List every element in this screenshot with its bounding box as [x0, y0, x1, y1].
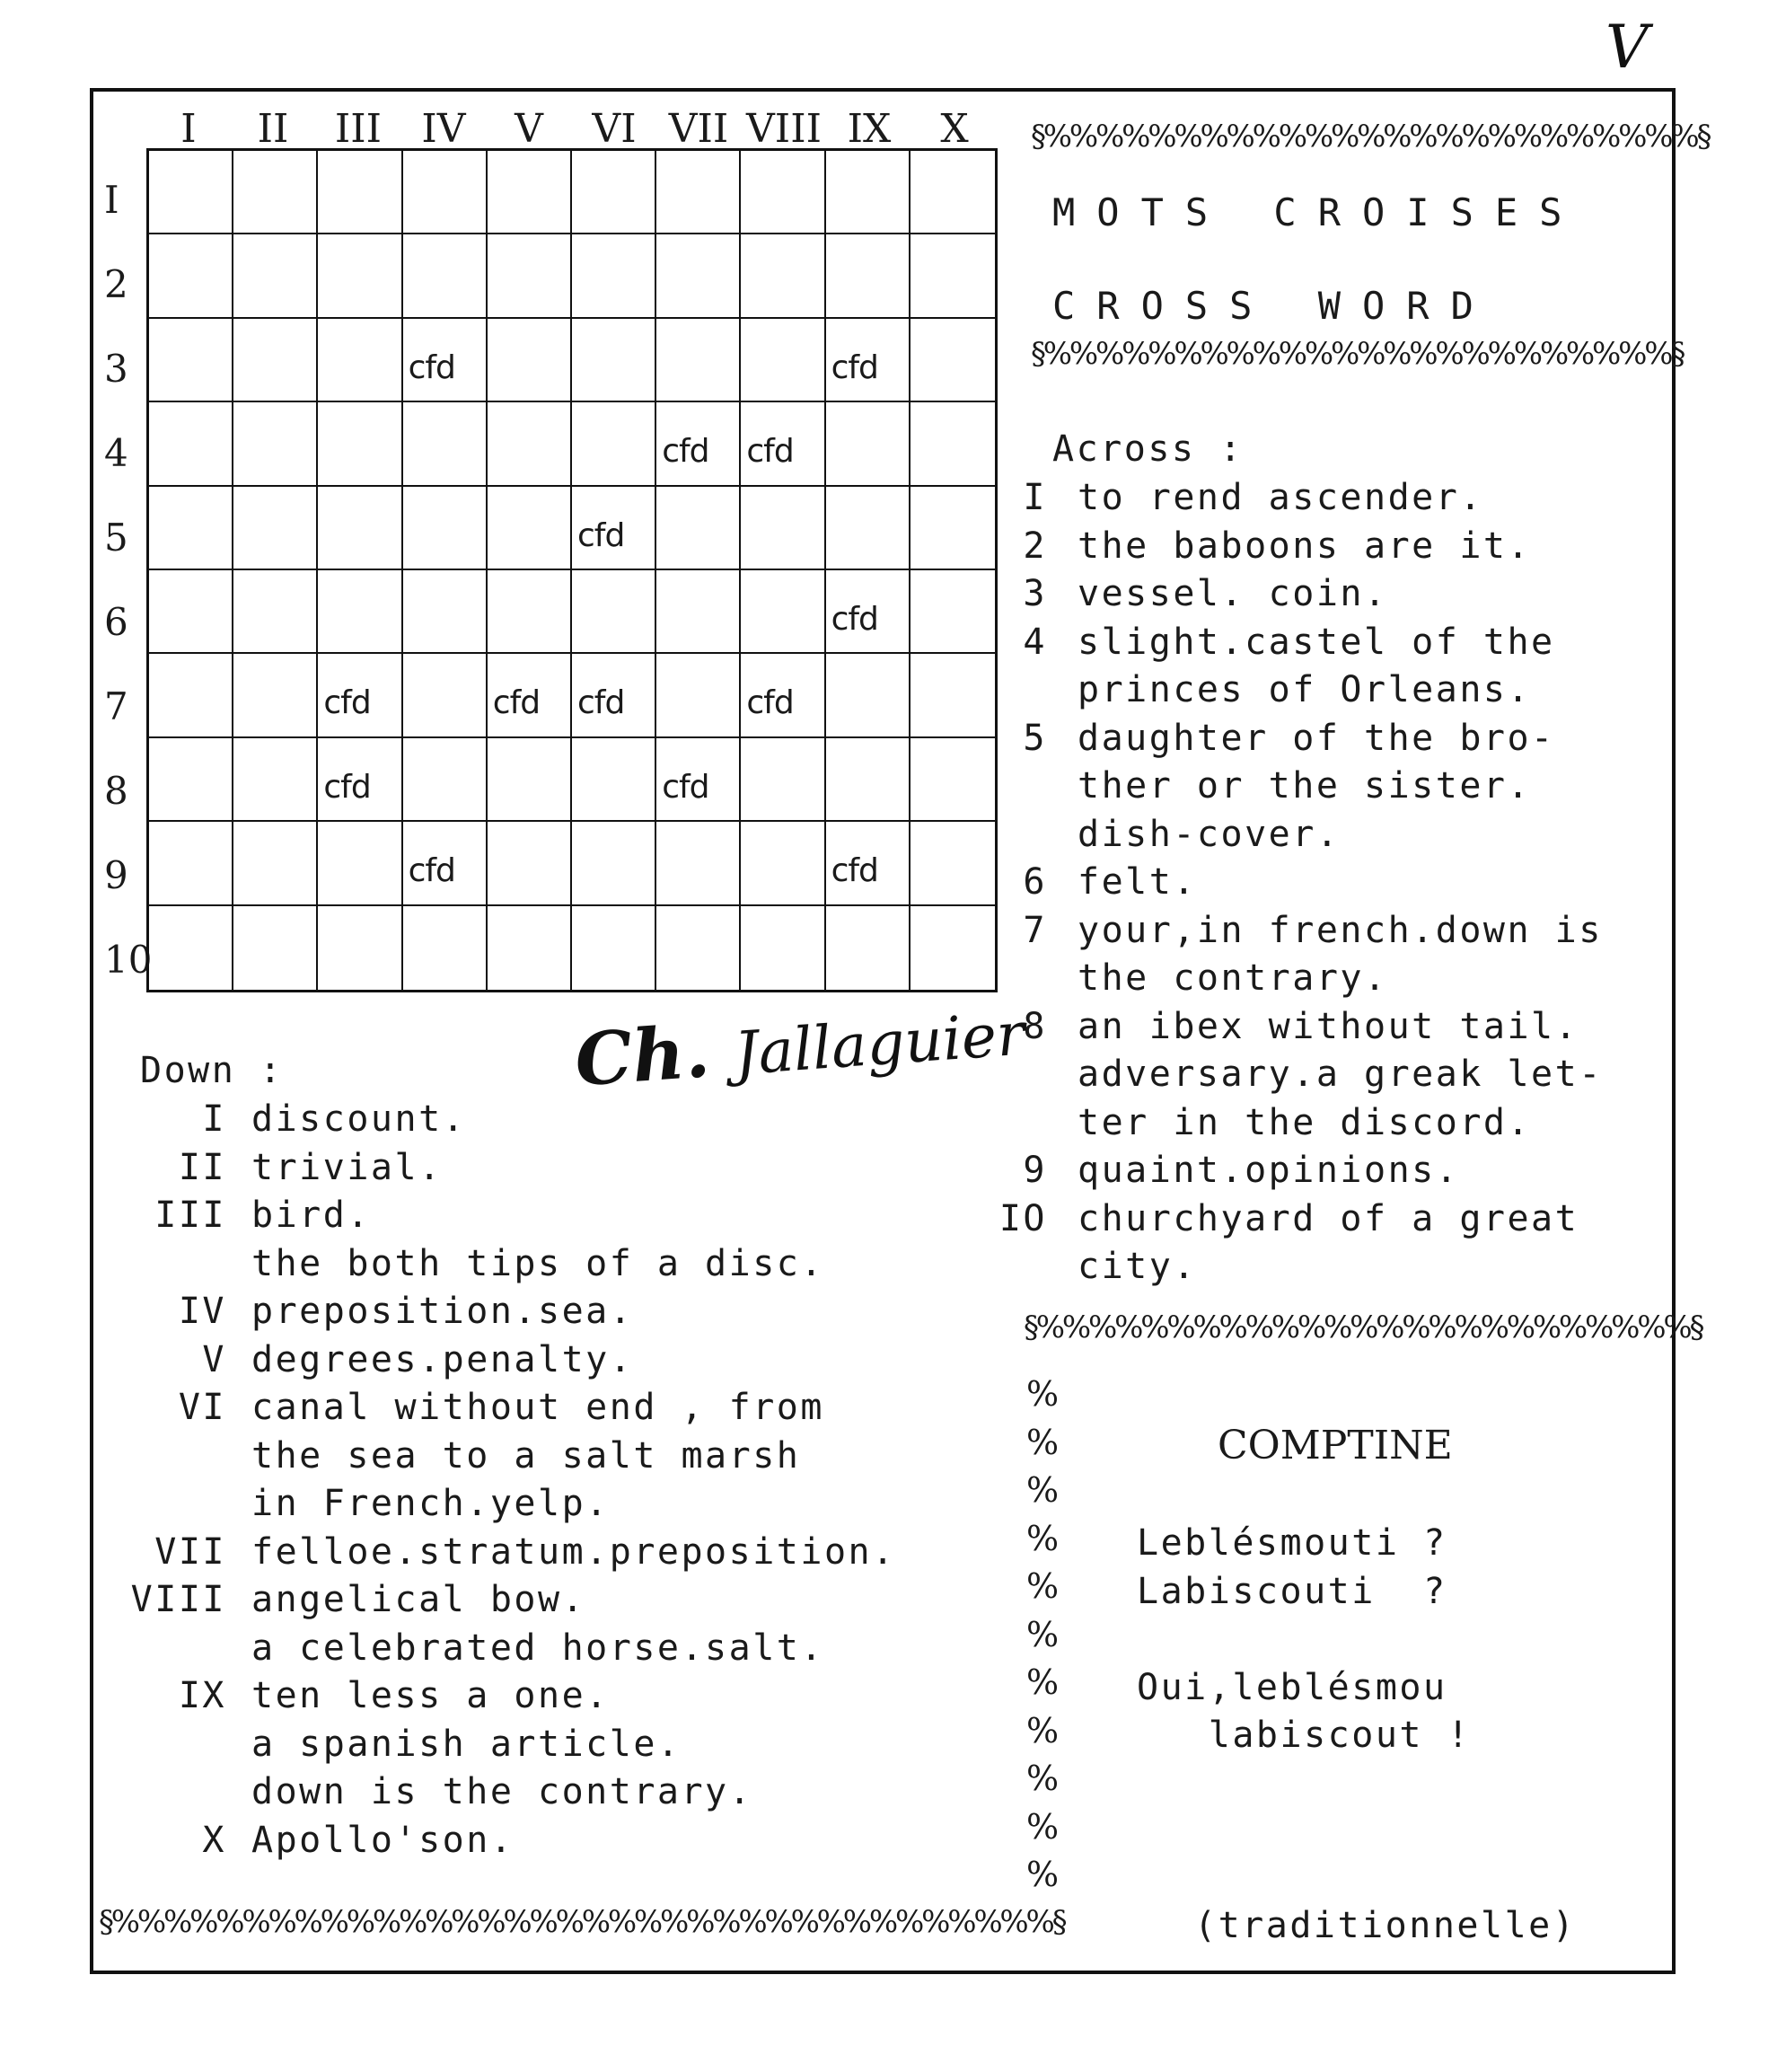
- across-clue-text: churchyard of a great: [1078, 1197, 1579, 1239]
- down-clue-number: X: [202, 1819, 226, 1861]
- across-clue-text: to rend ascender.: [1078, 477, 1483, 518]
- grid-cell: [826, 654, 910, 737]
- grid-cell: [910, 570, 995, 654]
- title-english: CROSS WORD: [1052, 284, 1495, 328]
- column-label: IX: [847, 106, 892, 152]
- divider-percent: %: [1025, 1470, 1060, 1510]
- grid-cell-blocked: [572, 487, 656, 570]
- grid-cell-blocked: [656, 402, 741, 486]
- grid-cell: [572, 822, 656, 905]
- grid-cell: [233, 738, 318, 822]
- grid-cell: [149, 151, 233, 234]
- grid-cell: [910, 906, 995, 990]
- grid-cell: [741, 234, 825, 318]
- grid-cell: [741, 906, 825, 990]
- row-label: I: [104, 178, 119, 222]
- column-label: VIII: [746, 106, 822, 152]
- grid-cell: [826, 151, 910, 234]
- row-label: 10: [104, 938, 153, 982]
- grid-cell: [488, 402, 572, 486]
- grid-cell-blocked: [572, 654, 656, 737]
- across-clue-text: dish-cover.: [1078, 813, 1341, 855]
- down-clue-text: the sea to a salt marsh: [251, 1434, 801, 1477]
- grid-cell: [149, 906, 233, 990]
- across-clue-text: your,in french.down is: [1078, 909, 1603, 951]
- grid-cell: [318, 319, 402, 402]
- divider-percent: %: [1025, 1374, 1060, 1414]
- divider-percent: %: [1025, 1518, 1060, 1558]
- grid-cell: [488, 151, 572, 234]
- down-clue-number: V: [202, 1338, 226, 1380]
- down-clue-text: the both tips of a disc.: [251, 1242, 824, 1284]
- row-label: 6: [104, 600, 128, 644]
- row-label: 9: [104, 853, 128, 897]
- grid-cell: [910, 319, 995, 402]
- row-label: 5: [104, 516, 128, 560]
- across-clue-text: ter in the discord.: [1078, 1101, 1532, 1143]
- cell-mark: cfd: [408, 348, 455, 386]
- grid-cell: [318, 822, 402, 905]
- across-clue-number: I: [1023, 477, 1047, 518]
- divider-percent: %: [1025, 1759, 1060, 1798]
- comptine-line: Labiscouti ?: [1137, 1570, 1447, 1612]
- across-clue-text: princes of Orleans.: [1078, 669, 1532, 710]
- grid-cell: [488, 487, 572, 570]
- down-clue-number: VII: [154, 1530, 226, 1573]
- cell-mark: cfd: [576, 684, 625, 722]
- row-label: 4: [104, 431, 128, 475]
- grid-cell: [403, 234, 488, 318]
- signature-surname: Jallaguier: [732, 999, 1027, 1089]
- grid-cell: [741, 738, 825, 822]
- down-clue-text: a spanish article.: [251, 1723, 682, 1765]
- header-top-border: §%%%%%%%%%%%%%%%%%%%%%%%%%§: [1031, 119, 1710, 154]
- grid-cell: [910, 822, 995, 905]
- across-clue-number: 2: [1023, 525, 1047, 567]
- grid-cell: [741, 319, 825, 402]
- grid-cell: [403, 487, 488, 570]
- down-clue-number: VIII: [130, 1579, 226, 1620]
- cell-mark: cfd: [492, 684, 541, 722]
- row-label: 2: [104, 262, 128, 306]
- divider-percent: %: [1025, 1662, 1060, 1702]
- grid-cell: [149, 234, 233, 318]
- down-clue-text: ten less a one.: [251, 1675, 610, 1716]
- grid-cell: [741, 151, 825, 234]
- down-clue-number: II: [178, 1146, 226, 1188]
- grid-cell: [572, 906, 656, 990]
- grid-cell: [488, 738, 572, 822]
- comptine-line: Leblésmouti ?: [1137, 1522, 1447, 1564]
- down-clue-number: III: [154, 1195, 226, 1236]
- grid-cell: [741, 487, 825, 570]
- comptine-title: COMPTINE: [1218, 1423, 1453, 1468]
- grid-cell: [656, 234, 741, 318]
- grid-cell: [318, 234, 402, 318]
- row-label: 7: [104, 684, 128, 728]
- down-clue-text: Apollo'son.: [251, 1819, 515, 1861]
- grid-cell-blocked: [741, 402, 825, 486]
- grid-cell: [488, 906, 572, 990]
- grid-cell-blocked: [741, 654, 825, 737]
- across-clue-text: slight.castel of the: [1078, 621, 1555, 663]
- divider-percent: %: [1025, 1566, 1060, 1606]
- column-label: X: [940, 106, 969, 152]
- down-clue-text: a celebrated horse.salt.: [251, 1627, 824, 1669]
- across-clue-text: quaint.opinions.: [1078, 1150, 1460, 1191]
- header-mid-border: §%%%%%%%%%%%%%%%%%%%%%%%%§: [1031, 336, 1684, 372]
- cell-mark: cfd: [662, 768, 709, 806]
- grid-cell: [318, 906, 402, 990]
- grid-cell: [910, 487, 995, 570]
- down-heading: Down :: [140, 1050, 284, 1091]
- cell-mark: cfd: [576, 516, 625, 554]
- column-label: I: [180, 106, 197, 152]
- grid-cell-blocked: [403, 319, 488, 402]
- grid-cell: [149, 654, 233, 737]
- cell-mark: cfd: [662, 433, 709, 471]
- grid-cell-blocked: [826, 822, 910, 905]
- grid-cell: [656, 151, 741, 234]
- grid-cell: [488, 319, 572, 402]
- grid-cell: [910, 151, 995, 234]
- across-clue-text: the contrary.: [1078, 957, 1388, 999]
- down-clue-number: VI: [178, 1387, 226, 1428]
- grid-cell: [572, 234, 656, 318]
- title-french: MOTS CROISES: [1052, 190, 1584, 234]
- grid-cell: [149, 402, 233, 486]
- grid-cell: [149, 570, 233, 654]
- grid-cell: [488, 234, 572, 318]
- grid-cell: [233, 570, 318, 654]
- across-clue-text: adversary.a greak let-: [1078, 1054, 1603, 1095]
- divider-percent: %: [1025, 1806, 1060, 1847]
- grid-cell: [741, 822, 825, 905]
- grid-cell: [233, 906, 318, 990]
- grid-cell: [826, 234, 910, 318]
- grid-cell-blocked: [488, 654, 572, 737]
- grid-cell: [656, 319, 741, 402]
- grid-cell: [826, 402, 910, 486]
- across-clue-number: IO: [998, 1197, 1047, 1239]
- comptine-line: labiscout !: [1137, 1715, 1472, 1756]
- across-clue-text: ther or the sister.: [1078, 765, 1532, 807]
- grid-cell: [318, 487, 402, 570]
- grid-cell: [656, 822, 741, 905]
- cell-mark: cfd: [408, 852, 455, 890]
- comptine-line: Oui,leblésmou: [1137, 1666, 1447, 1708]
- comptine-footer: (traditionnelle): [1194, 1905, 1577, 1946]
- across-clue-text: daughter of the bro-: [1078, 717, 1555, 759]
- column-label: VII: [668, 106, 729, 152]
- across-clue-number: 5: [1023, 717, 1047, 759]
- grid-cell: [572, 570, 656, 654]
- grid-cell: [403, 151, 488, 234]
- row-label: 3: [104, 347, 128, 391]
- grid-cell: [826, 906, 910, 990]
- divider-percent: %: [1025, 1422, 1060, 1462]
- grid-cell-blocked: [826, 319, 910, 402]
- divider-percent: %: [1025, 1855, 1060, 1894]
- grid-cell: [572, 738, 656, 822]
- down-clue-text: down is the contrary.: [251, 1771, 753, 1812]
- across-clue-text: city.: [1078, 1246, 1197, 1287]
- divider-percent: %: [1025, 1614, 1060, 1654]
- grid-cell: [910, 738, 995, 822]
- down-clue-number: IX: [178, 1675, 226, 1716]
- grid-cell: [656, 654, 741, 737]
- across-clue-number: 8: [1023, 1005, 1047, 1047]
- cell-mark: cfd: [323, 684, 371, 722]
- grid-cell: [233, 822, 318, 905]
- grid-cell: [403, 906, 488, 990]
- grid-cell: [910, 654, 995, 737]
- across-clue-text: an ibex without tail.: [1078, 1005, 1579, 1047]
- grid-cell: [149, 487, 233, 570]
- grid-cell: [233, 487, 318, 570]
- grid-cell: [572, 151, 656, 234]
- grid-cell: [233, 234, 318, 318]
- grid-cell: [656, 570, 741, 654]
- grid-cell: [233, 319, 318, 402]
- column-label: III: [334, 106, 383, 152]
- column-label: V: [515, 106, 543, 152]
- grid-cell: [910, 402, 995, 486]
- grid-cell: [318, 151, 402, 234]
- down-clue-text: in French.yelp.: [251, 1483, 610, 1524]
- grid-cell-blocked: [403, 822, 488, 905]
- across-clue-text: felt.: [1078, 861, 1197, 903]
- across-clue-number: 7: [1023, 909, 1047, 951]
- page-number: V: [1605, 13, 1649, 82]
- cell-mark: cfd: [746, 684, 794, 722]
- down-clue-text: angelical bow.: [251, 1579, 586, 1620]
- grid-cell: [826, 738, 910, 822]
- across-clue-number: 6: [1023, 861, 1047, 903]
- grid-cell: [318, 570, 402, 654]
- grid-cell: [403, 738, 488, 822]
- grid-cell: [572, 402, 656, 486]
- signature-initial: Ch.: [572, 1009, 713, 1103]
- grid-cell: [488, 822, 572, 905]
- grid-cell-blocked: [318, 738, 402, 822]
- across-heading: Across :: [1052, 428, 1244, 470]
- grid-cell: [826, 487, 910, 570]
- grid-cell: [233, 402, 318, 486]
- grid-cell: [403, 654, 488, 737]
- cell-mark: cfd: [831, 348, 878, 386]
- cell-mark: cfd: [746, 433, 794, 471]
- down-clue-text: degrees.penalty.: [251, 1338, 634, 1380]
- across-bottom-border: §%%%%%%%%%%%%%%%%%%%%%%%%%§: [1024, 1309, 1702, 1345]
- grid-cell: [656, 487, 741, 570]
- grid-cell: [233, 151, 318, 234]
- down-clue-text: canal without end , from: [251, 1387, 824, 1428]
- grid-cell: [488, 570, 572, 654]
- grid-cell: [403, 570, 488, 654]
- cell-mark: cfd: [831, 601, 878, 638]
- grid-cell: [572, 319, 656, 402]
- down-clue-number: IV: [178, 1291, 226, 1332]
- across-clue-number: 4: [1023, 621, 1047, 663]
- across-clue-number: 9: [1023, 1150, 1047, 1191]
- cell-mark: cfd: [831, 852, 878, 890]
- grid-cell-blocked: [318, 654, 402, 737]
- down-clue-text: bird.: [251, 1195, 371, 1236]
- grid-cell: [910, 234, 995, 318]
- divider-percent: %: [1025, 1710, 1060, 1750]
- across-clue-number: 3: [1023, 573, 1047, 614]
- grid-cell: [233, 654, 318, 737]
- grid-cell: [656, 906, 741, 990]
- grid-cell: [149, 738, 233, 822]
- grid-cell: [741, 570, 825, 654]
- across-clue-text: vessel. coin.: [1078, 573, 1388, 614]
- column-label: VI: [592, 106, 637, 152]
- down-bottom-border: §%%%%%%%%%%%%%%%%%%%%%%%%%%%%%%%%%%%%§: [99, 1904, 1065, 1940]
- down-clue-text: preposition.sea.: [251, 1291, 634, 1332]
- row-label: 8: [104, 769, 128, 813]
- column-label: IV: [421, 106, 466, 152]
- grid-cell: [149, 319, 233, 402]
- grid-cell: [149, 822, 233, 905]
- crossword-grid: [146, 148, 998, 992]
- down-clue-number: I: [202, 1098, 226, 1140]
- down-clue-text: discount.: [251, 1098, 467, 1140]
- cell-mark: cfd: [323, 768, 371, 806]
- grid-cell-blocked: [826, 570, 910, 654]
- grid-cell: [403, 402, 488, 486]
- across-clue-text: the baboons are it.: [1078, 525, 1532, 567]
- grid-cell-blocked: [656, 738, 741, 822]
- grid-cell: [318, 402, 402, 486]
- column-label: II: [257, 106, 289, 152]
- down-clue-text: felloe.stratum.preposition.: [251, 1530, 896, 1573]
- down-clue-text: trivial.: [251, 1146, 443, 1188]
